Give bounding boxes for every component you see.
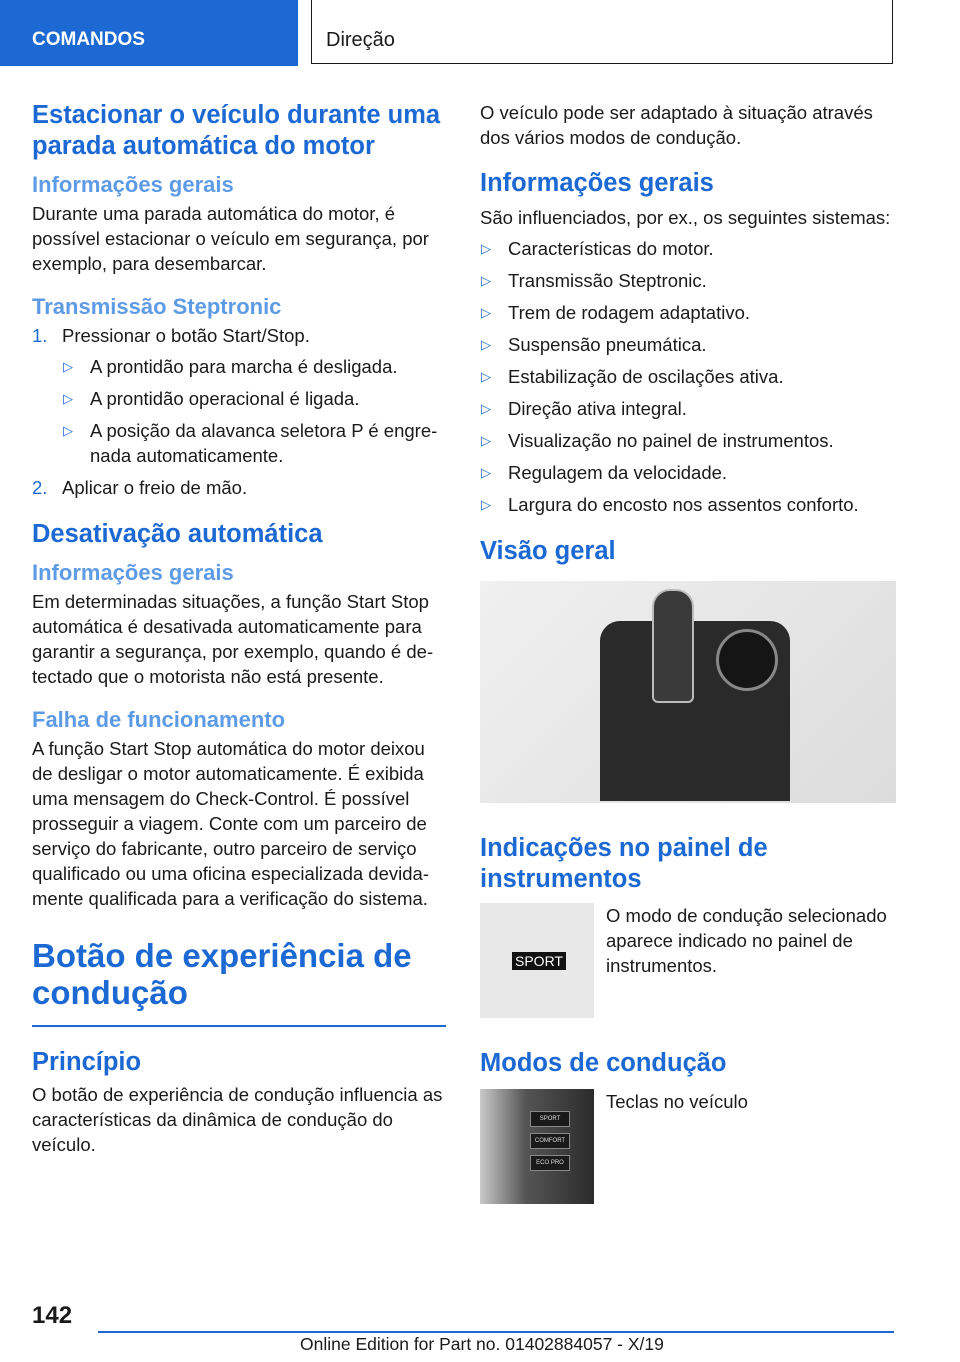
list-item	[480, 268, 896, 293]
modes-figure	[480, 1089, 896, 1204]
list-item-text: A prontidão para marcha é desligada.	[90, 356, 398, 377]
systems-list	[480, 236, 896, 517]
list-item-text: Regulagem da velocidade.	[508, 462, 728, 483]
list-item	[480, 396, 896, 421]
list-item-text: Trem de rodagem adaptativo.	[508, 302, 750, 323]
overview-heading: Visão geral	[480, 537, 616, 565]
general-info-text: São influenciados, por ex., os seguintes sistemas:	[480, 207, 891, 228]
steps-list	[32, 323, 450, 500]
triangle-right-icon: ▷	[481, 401, 491, 416]
principle-text: O botão de experiência de condução influencia as características da dinâmica de condução do veículo.	[32, 1084, 443, 1155]
list-item-text: Estabilização de oscilações ativa.	[508, 366, 784, 387]
section-tab	[0, 0, 298, 66]
list-item-text: A posição da alavanca seletora P é engrenada automaticamente.	[90, 420, 438, 466]
indicator-figure	[480, 903, 896, 1018]
deact-heading: Desativação automática	[32, 520, 323, 548]
list-item-text: Suspensão pneumática.	[508, 334, 707, 355]
eco-pro-key: ECO PRO	[530, 1155, 570, 1171]
triangle-right-icon: ▷	[481, 337, 491, 352]
mode-keys-image	[480, 1089, 594, 1204]
deact-info-text: Em determinadas situações, a função Start Stop automática é desativada automaticamente para garantir a segurança, por exemplo, quando é detectado que o motorista não está presente.	[32, 591, 434, 687]
list-item-text: Largura do encosto nos assentos conforto.	[508, 494, 859, 515]
indicator-text: O modo de condução selecionado aparece indicado no painel de instrumentos.	[606, 905, 887, 976]
list-item	[480, 300, 896, 325]
park-info-text: Durante uma parada automática do motor, é possível estacionar o veículo em segurança, por exemplo, para desembarcar.	[32, 203, 429, 274]
park-info-heading: Informações gerais	[32, 172, 234, 197]
triangle-right-icon: ▷	[63, 359, 73, 374]
principle-heading: Princípio	[32, 1048, 142, 1076]
section-label: COMANDOS	[32, 29, 145, 50]
triangle-right-icon: ▷	[481, 305, 491, 320]
triangle-right-icon: ▷	[481, 369, 491, 384]
triangle-right-icon: ▷	[481, 433, 491, 448]
list-item	[62, 354, 450, 379]
center-console-photo	[480, 581, 896, 803]
list-item	[480, 332, 896, 357]
deact-info-heading: Informações gerais	[32, 560, 234, 585]
gear-selector	[652, 589, 694, 703]
step-number: 2.	[32, 477, 48, 498]
list-item	[62, 386, 450, 411]
comfort-key: COMFORT	[530, 1133, 570, 1149]
step-item	[32, 475, 450, 500]
step-sublist	[62, 354, 450, 468]
triangle-right-icon: ▷	[481, 273, 491, 288]
left-column	[32, 100, 450, 1157]
list-item-text: Características do motor.	[508, 238, 714, 259]
steptronic-heading: Transmissão Steptronic	[32, 294, 282, 319]
modes-text: Teclas no veículo	[606, 1091, 748, 1112]
list-item	[480, 460, 896, 485]
right-column	[480, 100, 896, 1204]
sport-label: SPORT	[512, 952, 566, 970]
list-item	[480, 492, 896, 517]
triangle-right-icon: ▷	[63, 391, 73, 406]
park-heading: Estacionar o veículo durante uma parada automática do motor	[32, 101, 441, 160]
list-item	[480, 428, 896, 453]
triangle-right-icon: ▷	[481, 465, 491, 480]
general-info-heading: Informações gerais	[480, 169, 714, 197]
chapter-label: Direção	[326, 29, 395, 51]
list-item-text: Transmissão Steptronic.	[508, 270, 707, 291]
chapter-tab	[311, 0, 893, 64]
list-item-text: Visualização no painel de instrumentos.	[508, 430, 834, 451]
footer-edition: Online Edition for Part no. 01402884057 - X/19	[300, 1334, 664, 1354]
heading-rule	[32, 1025, 446, 1027]
step-number: 1.	[32, 325, 48, 346]
fault-text: A função Start Stop automática do motor deixou de desligar o motor automaticamente. É exibida uma mensagem do Check-Control. É possível prosseguir a viagem. Conte com um parceiro de serviço do fabricante, outro parceiro de serviço qualificado ou uma oficina especializada devidamente qualificada para a verificação do sistema.	[32, 738, 429, 909]
step-text: Pressionar o botão Start/Stop.	[62, 325, 310, 346]
footer-rule	[98, 1331, 894, 1333]
indicators-heading: Indicações no painel de instrumentos	[480, 834, 768, 893]
list-item	[480, 364, 896, 389]
step-text: Aplicar o freio de mão.	[62, 477, 248, 498]
triangle-right-icon: ▷	[481, 497, 491, 512]
list-item	[62, 418, 450, 468]
intro-text: O veículo pode ser adaptado à situação através dos vários modos de condução.	[480, 102, 873, 148]
sport-indicator-image	[480, 903, 594, 1018]
triangle-right-icon: ▷	[481, 241, 491, 256]
modes-heading: Modos de condução	[480, 1049, 727, 1077]
list-item-text: A prontidão operacional é ligada.	[90, 388, 360, 409]
controller-knob	[716, 629, 778, 691]
step-item	[32, 323, 450, 468]
triangle-right-icon: ▷	[63, 423, 73, 438]
sport-key: SPORT	[530, 1111, 570, 1127]
fault-heading: Falha de funcionamento	[32, 707, 286, 732]
list-item	[480, 236, 896, 261]
page-number: 142	[32, 1302, 73, 1329]
list-item-text: Direção ativa integral.	[508, 398, 687, 419]
driving-heading: Botão de experiência de condução	[32, 937, 412, 1011]
